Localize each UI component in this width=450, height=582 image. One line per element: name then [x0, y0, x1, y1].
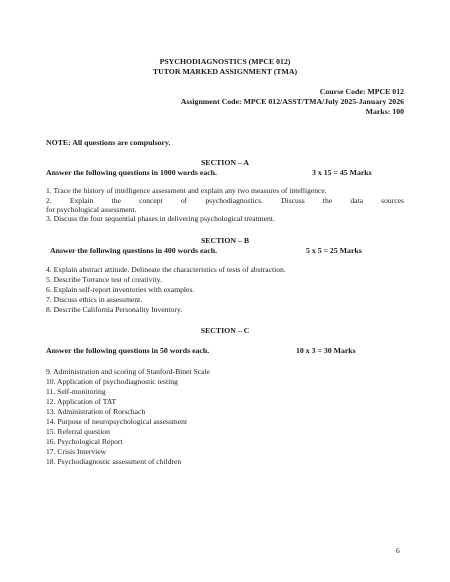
question-9: 9. Administration and scoring of Stanford-Binet Scale — [46, 367, 210, 376]
question-11: 11. Self-monitoring — [46, 387, 106, 396]
question-2-word: 2. — [46, 196, 52, 205]
question-7: 7. Discuss ethics in assessment. — [46, 295, 143, 304]
section-b-marks: 5 x 5 = 25 Marks — [306, 246, 362, 255]
question-2 — [46, 196, 404, 205]
page-number: 6 — [396, 546, 400, 555]
question-17: 17. Crisis Interview — [46, 447, 107, 456]
question-2-word: the — [111, 196, 121, 205]
question-2-word: sources — [381, 196, 404, 205]
section-c-title: SECTION – C — [200, 326, 250, 335]
document-subtitle: TUTOR MARKED ASSIGNMENT (TMA) — [152, 67, 298, 76]
question-2-word: psychodiagnostics. — [205, 196, 263, 205]
question-10: 10. Application of psychodiagnostic testing — [46, 377, 178, 386]
section-a-title: SECTION – A — [200, 158, 250, 167]
question-2-continued: for psychological assessment. — [46, 205, 137, 214]
question-2-word: data — [350, 196, 363, 205]
question-12: 12. Application of TAT — [46, 397, 117, 406]
question-18: 18. Psychodiagnostic assessment of children — [46, 457, 182, 466]
question-2-word: Explain — [69, 196, 94, 205]
question-2-word: concept — [139, 196, 163, 205]
section-b-instruction: Answer the following questions in 400 words each. — [50, 246, 218, 255]
question-5: 5. Describe Torrance test of creativity. — [46, 275, 162, 284]
section-c-instruction: Answer the following questions in 50 words each. — [46, 346, 210, 355]
question-2-word: of — [180, 196, 188, 205]
assignment-code: Assignment Code: MPCE 012/ASST/TMA/July 2025-January 2026 — [180, 97, 404, 106]
section-a-marks: 3 x 15 = 45 Marks — [312, 168, 372, 177]
note-text: NOTE: All questions are compulsory. — [46, 138, 171, 147]
total-marks: Marks: 100 — [365, 107, 404, 116]
question-8: 8. Describe California Personality Inventory. — [46, 305, 183, 314]
question-3: 3. Discuss the four sequential phases in delivering psychological treatment. — [46, 214, 275, 223]
question-14: 14. Purpose of neuropsychological assessment — [46, 417, 188, 426]
question-6: 6. Explain self-report inventories with examples. — [46, 285, 195, 294]
question-4: 4. Explain abstract attitude. Delineate the characteristics of tests of abstraction. — [46, 265, 286, 274]
question-16: 16. Psychological Report — [46, 437, 123, 446]
question-2-word: the — [322, 196, 333, 205]
section-b-title: SECTION – B — [200, 236, 250, 245]
question-2-word: Discuss — [281, 196, 305, 205]
document-title: PSYCHODIAGNOSTICS (MPCE 012) — [159, 57, 291, 66]
course-code: Course Code: MPCE 012 — [319, 87, 404, 96]
section-a-instruction: Answer the following questions in 1000 words each. — [46, 168, 217, 177]
question-15: 15. Referral question — [46, 427, 110, 436]
question-1: 1. Trace the history of intelligence assessment and explain any two measures of intelligence. — [46, 186, 327, 195]
question-13: 13. Administration of Rorschach — [46, 407, 146, 416]
section-c-marks: 10 x 3 = 30 Marks — [296, 346, 356, 355]
